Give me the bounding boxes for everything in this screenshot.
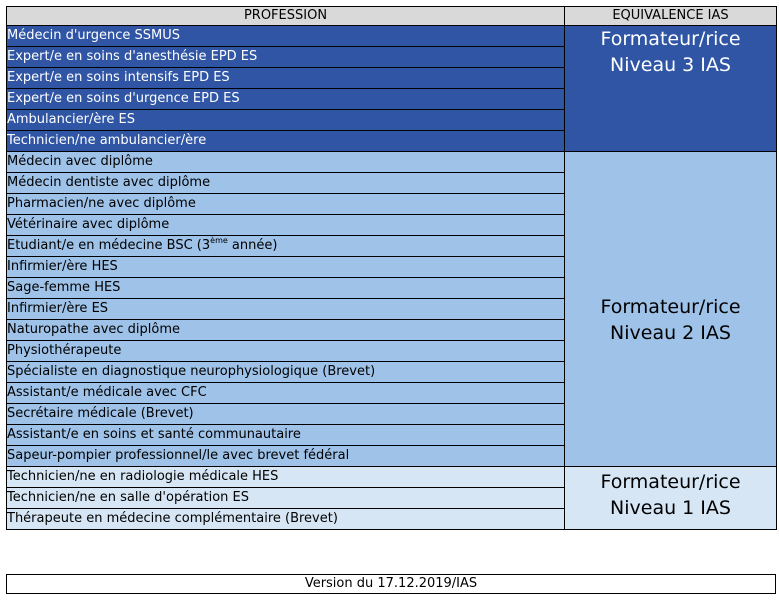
profession-cell: Ambulancier/ère ES [7, 110, 565, 131]
table-row [7, 152, 777, 173]
profession-cell: Technicien/ne ambulancier/ère [7, 131, 565, 152]
profession-cell: Vétérinaire avec diplôme [7, 215, 565, 236]
table-row [7, 26, 777, 47]
equivalence-level: Niveau 1 IAS [610, 497, 731, 519]
profession-cell: Infirmier/ère ES [7, 299, 565, 320]
profession-cell: Thérapeute en médecine complémentaire (Brevet) [7, 509, 565, 530]
equivalence-table [6, 6, 777, 530]
version-footer: Version du 17.12.2019/IAS [6, 574, 776, 594]
profession-cell: Naturopathe avec diplôme [7, 320, 565, 341]
profession-cell: Technicien/ne en radiologie médicale HES [7, 467, 565, 488]
profession-cell: Expert/e en soins d'urgence EPD ES [7, 89, 565, 110]
table-row [7, 467, 777, 488]
equivalence-title: Formateur/rice [600, 296, 741, 318]
profession-cell: Assistant/e en soins et santé communautaire [7, 425, 565, 446]
header-equivalence: EQUIVALENCE IAS [565, 7, 777, 26]
student-superscript: ème [210, 236, 228, 245]
student-suffix: année) [227, 238, 278, 253]
header-profession: PROFESSION [7, 7, 565, 26]
profession-cell: Expert/e en soins intensifs EPD ES [7, 68, 565, 89]
profession-cell: Médecin avec diplôme [7, 152, 565, 173]
profession-cell: Sage-femme HES [7, 278, 565, 299]
equivalence-title: Formateur/rice [600, 471, 741, 493]
profession-cell [7, 236, 565, 257]
profession-cell: Pharmacien/ne avec diplôme [7, 194, 565, 215]
profession-cell: Expert/e en soins d'anesthésie EPD ES [7, 47, 565, 68]
equivalence-level: Niveau 3 IAS [610, 54, 731, 76]
header-row [7, 7, 777, 26]
profession-cell: Spécialiste en diagnostique neurophysiologique (Brevet) [7, 362, 565, 383]
profession-cell: Infirmier/ère HES [7, 257, 565, 278]
equivalence-level-2 [565, 152, 777, 467]
equivalence-level-1 [565, 467, 777, 530]
equivalence-title: Formateur/rice [600, 28, 741, 50]
profession-cell: Médecin d'urgence SSMUS [7, 26, 565, 47]
profession-cell: Sapeur-pompier professionnel/le avec brevet fédéral [7, 446, 565, 467]
profession-cell: Technicien/ne en salle d'opération ES [7, 488, 565, 509]
equivalence-level-3 [565, 26, 777, 152]
student-label: Etudiant/e en médecine BSC (3 [7, 238, 211, 253]
profession-cell: Assistant/e médicale avec CFC [7, 383, 565, 404]
profession-cell: Secrétaire médicale (Brevet) [7, 404, 565, 425]
profession-cell: Physiothérapeute [7, 341, 565, 362]
equivalence-level: Niveau 2 IAS [610, 322, 731, 344]
profession-cell: Médecin dentiste avec diplôme [7, 173, 565, 194]
